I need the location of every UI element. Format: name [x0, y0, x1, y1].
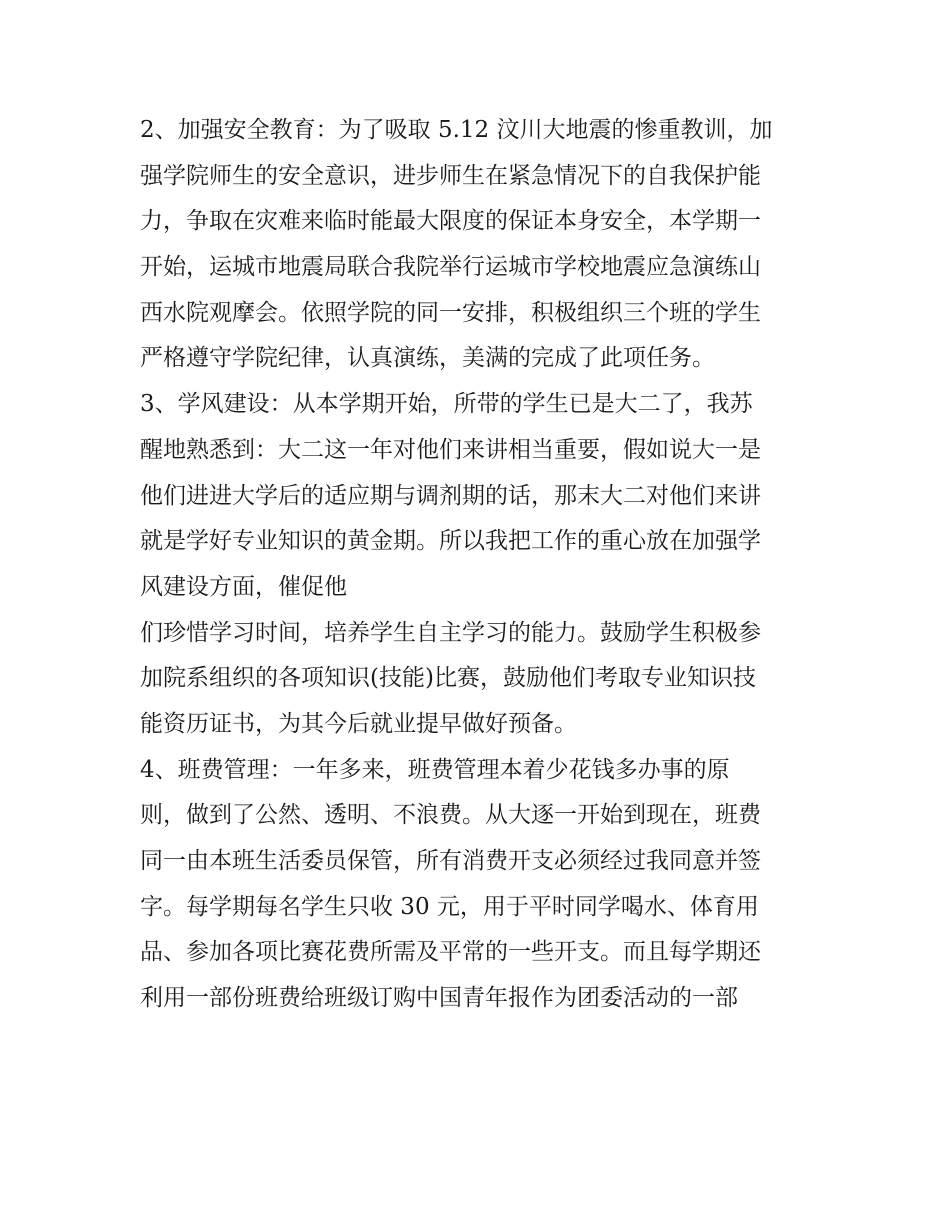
- text-line: 醒地熟悉到：大二这一年对他们来讲相当重要，假如说大一是: [140, 436, 761, 463]
- text-line: 则，做到了公然、透明、不浪费。从大逐一开始到现在，班费: [140, 802, 761, 829]
- text-line: 就是学好专业知识的黄金期。所以我把工作的重心放在加强学: [140, 528, 761, 555]
- text-line: 利用一部份班费给班级订购中国青年报作为团委活动的一部: [140, 985, 738, 1012]
- text-line: 强学院师生的安全意识，进步师生在紧急情况下的自我保护能: [140, 162, 761, 189]
- text-line: 风建设方面，催促他: [140, 573, 347, 600]
- text-line: 严格遵守学院纪律，认真演练，美满的完成了此项任务。: [140, 345, 715, 372]
- text-line: 同一由本班生活委员保管，所有消费开支必须经过我同意并签: [140, 848, 761, 874]
- text-line: 他们进进大学后的适应期与调剂期的话，那末大二对他们来讲: [140, 482, 761, 509]
- text-line: 字。每学期每名学生只收 30 元，用于平时同学喝水、体育用: [140, 893, 759, 920]
- document-body: [140, 108, 820, 1022]
- text-line: 开始，运城市地震局联合我院举行运城市学校地震应急演练山: [140, 254, 761, 281]
- text-line: 4、班费管理：一年多来，班费管理本着少花钱多办事的原: [140, 756, 730, 783]
- text-line: 3、学风建设：从本学期开始，所带的学生已是大二了，我苏: [140, 391, 753, 418]
- text-line: 们珍惜学习时间，培养学生自主学习的能力。鼓励学生积极参: [140, 619, 761, 646]
- text-line: 力，争取在灾难来临时能最大限度的保证本身安全，本学期一: [140, 208, 761, 235]
- text-line: 2、加强安全教育：为了吸取 5.12 汶川大地震的惨重教训，加: [140, 117, 773, 143]
- text-line: 品、参加各项比赛花费所需及平常的一些开支。而且每学期还: [140, 939, 761, 966]
- text-line: 能资历证书，为其今后就业提早做好预备。: [140, 710, 577, 737]
- text-line: 西水院观摩会。依照学院的同一安排，积极组织三个班的学生: [140, 299, 761, 326]
- text-line: 加院系组织的各项知识(技能)比赛，鼓励他们考取专业知识技: [140, 665, 756, 692]
